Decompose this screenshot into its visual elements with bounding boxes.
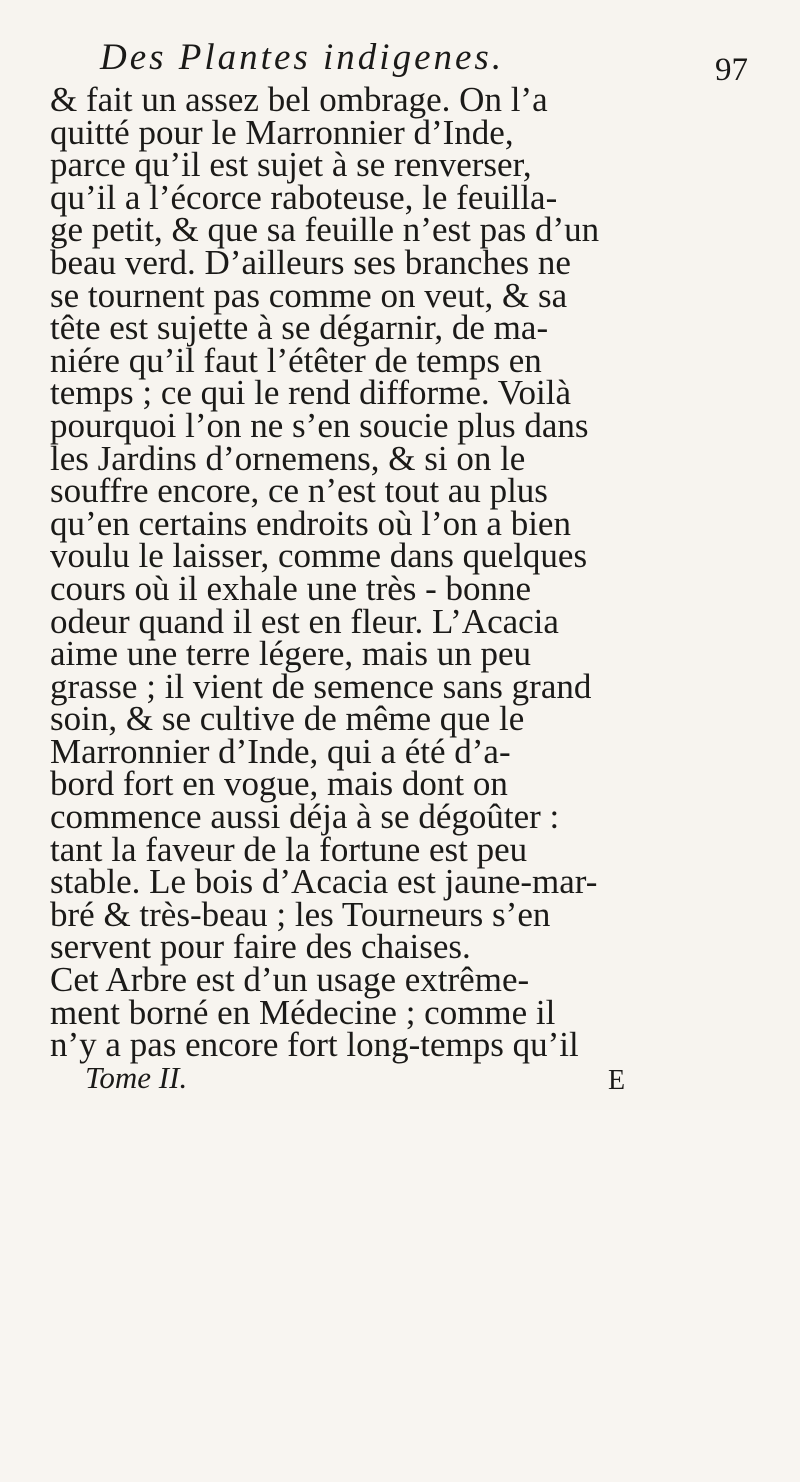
body-text <box>50 80 770 1065</box>
text-line: cours où il exhale une très - bonne <box>50 568 532 608</box>
text-line: & fait un assez bel ombrage. On l’a <box>50 80 548 119</box>
text-line: beau verd. D’ailleurs ses branches ne <box>50 242 571 282</box>
text-line: se tournent pas comme on veut, & sa <box>50 275 568 315</box>
text-line: odeur quand il est en fleur. L’Acacia <box>50 601 559 641</box>
blank-margin <box>0 1110 800 1482</box>
page-number: 97 <box>715 52 748 88</box>
text-line: bré & très-beau ; les Tourneurs s’en <box>50 894 551 934</box>
text-line: qu’il a l’écorce raboteuse, le feuilla- <box>50 177 558 217</box>
text-line: n’y a pas encore fort long-temps qu’il <box>50 1025 579 1065</box>
text-line: les Jardins d’ornemens, & si on le <box>50 438 526 478</box>
running-title: Des Plantes indigenes. <box>100 37 505 78</box>
volume-signature: Tome II. <box>85 1060 188 1095</box>
text-line: bord fort en vogue, mais dont on <box>50 764 508 804</box>
text-line: parce qu’il est sujet à se renverser, <box>50 145 532 185</box>
gathering-letter: E <box>608 1065 626 1096</box>
text-line: qu’en certains endroits où l’on a bien <box>50 503 571 543</box>
text-line: soin, & se cultive de même que le <box>50 699 525 739</box>
text-line: Cet Arbre est d’un usage extrême- <box>50 960 530 1000</box>
page-footer <box>50 1060 770 1100</box>
running-head <box>100 36 748 88</box>
text-line: niére qu’il faut l’étêter de temps en <box>50 340 542 380</box>
text-line: tête est sujette à se dégarnir, de ma- <box>50 308 549 348</box>
text-line: Marronnier d’Inde, qui a été d’a- <box>50 731 511 771</box>
text-line: quitté pour le Marronnier d’Inde, <box>50 112 514 152</box>
text-line: tant la faveur de la fortune est peu <box>50 829 528 869</box>
text-line: temps ; ce qui le rend difforme. Voilà <box>50 373 572 413</box>
text-line: voulu le laisser, comme dans quelques <box>50 536 588 576</box>
text-line: souffre encore, ce n’est tout au plus <box>50 471 548 511</box>
text-line: stable. Le bois d’Acacia est jaune-mar- <box>50 862 598 902</box>
text-line: grasse ; il vient de semence sans grand <box>50 666 592 706</box>
text-line: ge petit, & que sa feuille n’est pas d’un <box>50 210 600 250</box>
text-line: servent pour faire des chaises. <box>50 927 471 967</box>
text-line: ment borné en Médecine ; comme il <box>50 992 556 1032</box>
text-line: commence aussi déja à se dégoûter : <box>50 797 560 837</box>
text-line: pourquoi l’on ne s’en soucie plus dans <box>50 405 589 445</box>
text-line: aime une terre légere, mais un peu <box>50 634 532 674</box>
